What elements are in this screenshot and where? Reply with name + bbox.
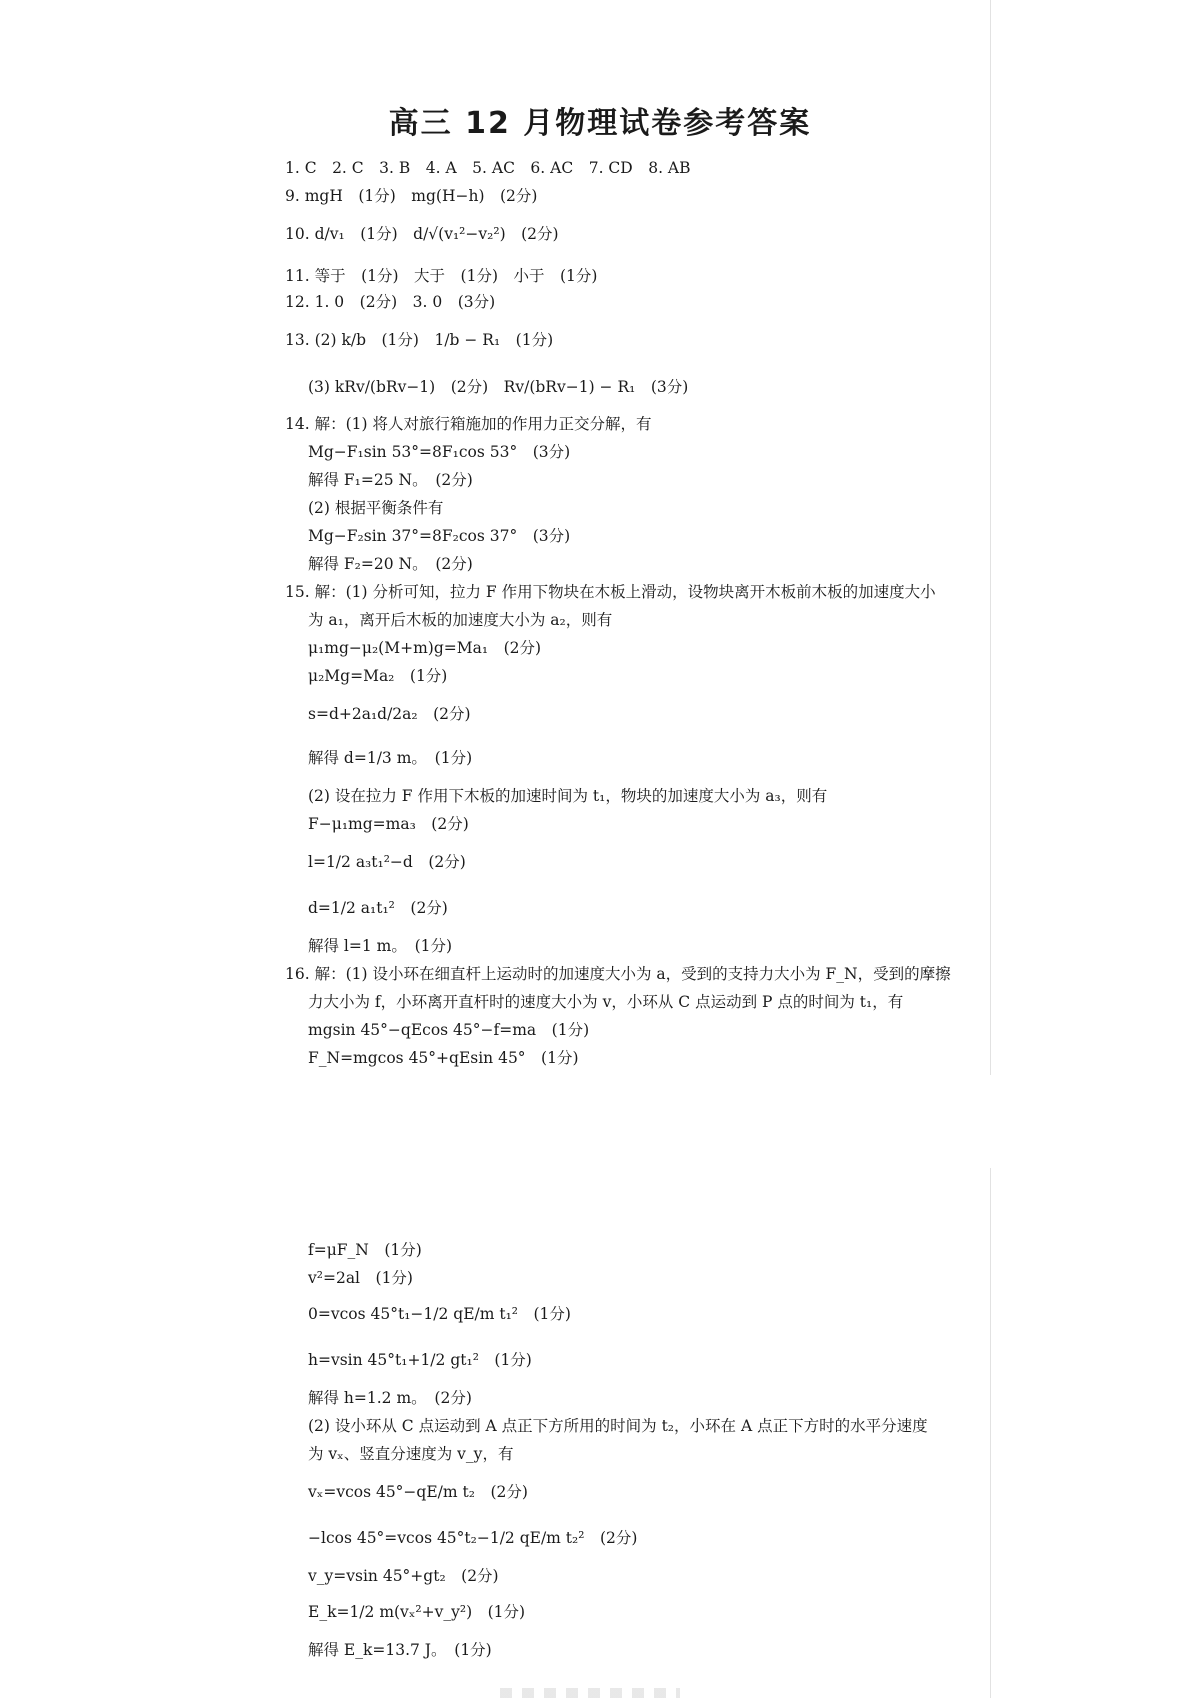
answer-15-intro-cont: 为 a₁，离开后木板的加速度大小为 a₂，则有	[308, 611, 613, 629]
answer-15-eq5: l=1/2 a₃t₁²−d (2分)	[308, 853, 466, 871]
answer-14-eq1: Mg−F₁sin 53°=8F₁cos 53° (3分)	[308, 443, 571, 461]
answer-choice-1-8: 1. C 2. C 3. B 4. A 5. AC 6. AC 7. CD 8. AB	[285, 159, 691, 177]
answer-14-eq2: Mg−F₂sin 37°=8F₂cos 37° (3分)	[308, 527, 571, 545]
answer-15-part2: (2) 设在拉力 F 作用下木板的加速时间为 t₁，物块的加速度大小为 a₃，则有	[308, 787, 828, 805]
answer-10: 10. d/v₁ (1分) d/√(v₁²−v₂²) (2分)	[285, 225, 559, 243]
answer-16-eq5: 0=vcos 45°t₁−1/2 qE/m t₁² (1分)	[308, 1305, 571, 1323]
answer-14-result1: 解得 F₁=25 N。 (2分)	[308, 471, 473, 489]
answer-14-intro: 14. 解：(1) 将人对旅行箱施加的作用力正交分解，有	[285, 415, 652, 433]
answer-16-eq10: E_k=1/2 m(vₓ²+v_y²) (1分)	[308, 1603, 526, 1621]
answer-16-eq7: vₓ=vcos 45°−qE/m t₂ (2分)	[308, 1483, 528, 1501]
answer-15-eq2: μ₂Mg=Ma₂ (1分)	[308, 667, 448, 685]
answer-16-eq4: v²=2al (1分)	[308, 1269, 413, 1287]
page-right-edge-bottom	[990, 1168, 991, 1698]
page-title: 高三 12 月物理试卷参考答案	[388, 106, 812, 142]
answer-16-eq8: −lcos 45°=vcos 45°t₂−1/2 qE/m t₂² (2分)	[308, 1529, 638, 1547]
answer-15-eq4: F−μ₁mg=ma₃ (2分)	[308, 815, 469, 833]
answer-16-eq1: mgsin 45°−qEcos 45°−f=ma (1分)	[308, 1021, 590, 1039]
page-right-edge-top	[990, 0, 991, 1075]
answer-15-intro: 15. 解：(1) 分析可知，拉力 F 作用下物块在木板上滑动，设物块离开木板前木板的加速度大小	[285, 583, 936, 601]
answer-16-part2: (2) 设小环从 C 点运动到 A 点正下方所用的时间为 t₂，小环在 A 点正下方时的水平分速度	[308, 1417, 928, 1435]
answer-16-result2: 解得 E_k=13.7 J。 (1分)	[308, 1641, 492, 1659]
answer-9: 9. mgH (1分) mg(H−h) (2分)	[285, 187, 538, 205]
answer-16-part2-cont: 为 vₓ、竖直分速度为 v_y，有	[308, 1445, 514, 1463]
answer-11: 11. 等于 (1分) 大于 (1分) 小于 (1分)	[285, 267, 598, 285]
answer-16-result1: 解得 h=1.2 m。 (2分)	[308, 1389, 472, 1407]
cropped-footer-text	[500, 1688, 680, 1698]
answer-16-eq3: f=μF_N (1分)	[308, 1241, 422, 1259]
answer-15-result1: 解得 d=1/3 m。 (1分)	[308, 749, 473, 767]
answer-12: 12. 1. 0 (2分) 3. 0 (3分)	[285, 293, 496, 311]
answer-16-intro-cont: 力大小为 f，小环离开直杆时的速度大小为 v，小环从 C 点运动到 P 点的时间为 t₁，有	[308, 993, 904, 1011]
answer-14-part2: (2) 根据平衡条件有	[308, 499, 444, 517]
answer-15-eq1: μ₁mg−μ₂(M+m)g=Ma₁ (2分)	[308, 639, 542, 657]
answer-13-part2: 13. (2) k/b (1分) 1/b − R₁ (1分)	[285, 331, 554, 349]
answer-13-part3: (3) kRv/(bRv−1) (2分) Rv/(bRv−1) − R₁ (3分)	[308, 378, 689, 396]
answer-16-eq2: F_N=mgcos 45°+qEsin 45° (1分)	[308, 1049, 579, 1067]
answer-15-eq3: s=d+2a₁d/2a₂ (2分)	[308, 705, 471, 723]
answer-14-result2: 解得 F₂=20 N。 (2分)	[308, 555, 473, 573]
answer-16-eq9: v_y=vsin 45°+gt₂ (2分)	[308, 1567, 499, 1585]
answer-15-eq6: d=1/2 a₁t₁² (2分)	[308, 899, 448, 917]
answer-15-result2: 解得 l=1 m。 (1分)	[308, 937, 453, 955]
answer-16-intro: 16. 解：(1) 设小环在细直杆上运动时的加速度大小为 a，受到的支持力大小为 F_N，受到的摩擦	[285, 965, 951, 983]
answer-16-eq6: h=vsin 45°t₁+1/2 gt₁² (1分)	[308, 1351, 532, 1369]
